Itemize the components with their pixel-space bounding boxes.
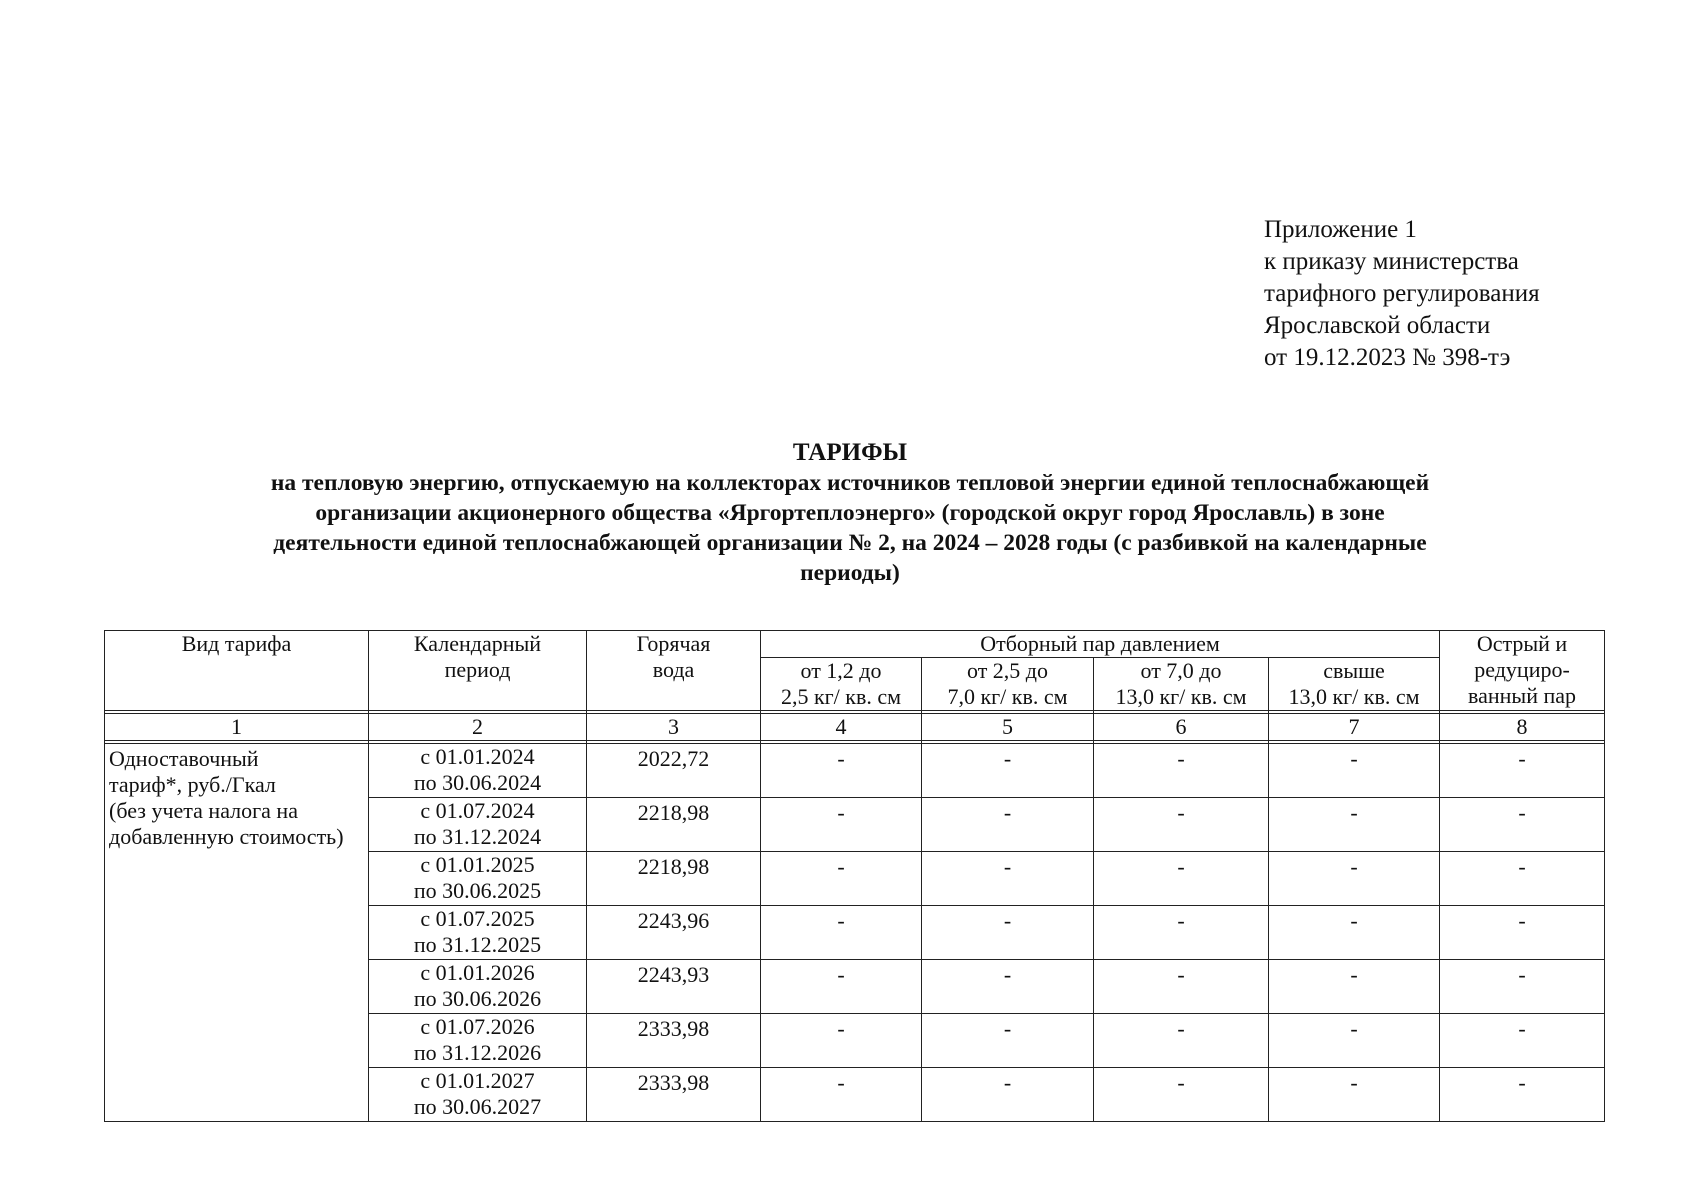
header-steam-4 [1269, 658, 1440, 711]
header-period [369, 631, 587, 711]
header-text: Календарный [413, 631, 542, 656]
period-from: с 01.01.2025 [420, 852, 535, 877]
steam-3-value: - [1094, 852, 1269, 906]
header-text: от 7,0 до [1140, 658, 1222, 683]
header-text: 2,5 кг/ кв. см [780, 684, 902, 709]
tariff-table [104, 630, 1605, 1122]
steam-4-value: - [1269, 1068, 1440, 1122]
steam-3-value: - [1094, 798, 1269, 852]
appendix-line: тарифного регулирования [1264, 280, 1540, 307]
header-text: от 1,2 до [800, 658, 882, 683]
hot-water-value: 2218,98 [587, 798, 761, 852]
document-heading [130, 438, 1570, 588]
header-steam-1 [761, 658, 922, 711]
column-number-row [105, 714, 1605, 741]
steam-1-value: - [761, 906, 922, 960]
header-text: 13,0 кг/ кв. см [1288, 684, 1420, 709]
period-cell [369, 798, 587, 852]
period-from: с 01.07.2026 [420, 1014, 535, 1039]
tariff-type-line: Одноставочный [109, 746, 259, 771]
header-text: Острый и [1476, 631, 1568, 656]
sharp-steam-value: - [1440, 744, 1605, 798]
tariff-type-cell [105, 744, 369, 1122]
period-cell [369, 1014, 587, 1068]
header-steam-group [761, 631, 1440, 658]
steam-2-value: - [922, 906, 1094, 960]
tariff-type-line: (без учета налога на [109, 798, 298, 823]
tariff-type-line: добавленную стоимость) [109, 824, 344, 849]
header-text: вода [652, 657, 695, 682]
header-text: свыше [1323, 658, 1385, 683]
steam-4-value: - [1269, 960, 1440, 1014]
document-subtitle-line: организации акционерного общества «Яргортеплоэнерго» (городской округ город Ярославль) в зоне [315, 500, 1385, 526]
appendix-reference [1264, 214, 1540, 374]
steam-1-value: - [761, 852, 922, 906]
steam-2-value: - [922, 744, 1094, 798]
column-number: 5 [922, 714, 1094, 741]
document-subtitle-line: на тепловую энергию, отпускаемую на коллекторах источников тепловой энергии единой теплоснабжающей [270, 470, 1430, 496]
period-to: по 30.06.2025 [413, 878, 542, 903]
header-text: период [444, 657, 511, 682]
steam-4-value: - [1269, 852, 1440, 906]
period-from: с 01.07.2024 [420, 798, 535, 823]
steam-3-value: - [1094, 1014, 1269, 1068]
period-to: по 30.06.2026 [413, 986, 542, 1011]
header-text: Отборный пар давлением [980, 631, 1220, 656]
period-from: с 01.01.2027 [420, 1068, 535, 1093]
steam-1-value: - [761, 744, 922, 798]
appendix-line: Приложение 1 [1264, 216, 1417, 243]
header-text: 13,0 кг/ кв. см [1115, 684, 1247, 709]
document-subtitle-line: периоды) [800, 560, 900, 586]
steam-2-value: - [922, 960, 1094, 1014]
period-cell [369, 960, 587, 1014]
document-subtitle-line: деятельности единой теплоснабжающей организации № 2, на 2024 – 2028 годы (с разбивкой на календарные [273, 530, 1427, 556]
steam-2-value: - [922, 1068, 1094, 1122]
period-from: с 01.01.2026 [420, 960, 535, 985]
hot-water-value: 2333,98 [587, 1068, 761, 1122]
steam-3-value: - [1094, 744, 1269, 798]
header-steam-2 [922, 658, 1094, 711]
header-steam-3 [1094, 658, 1269, 711]
steam-4-value: - [1269, 1014, 1440, 1068]
sharp-steam-value: - [1440, 960, 1605, 1014]
column-number: 6 [1094, 714, 1269, 741]
period-cell [369, 852, 587, 906]
column-number: 2 [369, 714, 587, 741]
steam-4-value: - [1269, 798, 1440, 852]
steam-2-value: - [922, 1014, 1094, 1068]
steam-3-value: - [1094, 1068, 1269, 1122]
column-number: 3 [587, 714, 761, 741]
period-to: по 31.12.2025 [413, 932, 542, 957]
period-cell [369, 1068, 587, 1122]
steam-1-value: - [761, 798, 922, 852]
period-from: с 01.07.2025 [420, 906, 535, 931]
header-text: Горячая [636, 631, 711, 656]
table-row [105, 744, 1605, 798]
steam-1-value: - [761, 1068, 922, 1122]
hot-water-value: 2243,93 [587, 960, 761, 1014]
sharp-steam-value: - [1440, 1014, 1605, 1068]
period-to: по 30.06.2024 [413, 770, 542, 795]
hot-water-value: 2218,98 [587, 852, 761, 906]
sharp-steam-value: - [1440, 852, 1605, 906]
header-hot-water [587, 631, 761, 711]
appendix-line: от 19.12.2023 № 398-тэ [1264, 344, 1511, 371]
steam-1-value: - [761, 960, 922, 1014]
appendix-line: Ярославской области [1264, 312, 1491, 339]
column-number: 8 [1440, 714, 1605, 741]
header-sharp-steam [1440, 631, 1605, 711]
appendix-line: к приказу министерства [1264, 248, 1519, 275]
steam-3-value: - [1094, 906, 1269, 960]
steam-3-value: - [1094, 960, 1269, 1014]
hot-water-value: 2333,98 [587, 1014, 761, 1068]
sharp-steam-value: - [1440, 798, 1605, 852]
steam-2-value: - [922, 798, 1094, 852]
column-number: 7 [1269, 714, 1440, 741]
column-number: 4 [761, 714, 922, 741]
period-to: по 31.12.2026 [413, 1040, 542, 1065]
steam-1-value: - [761, 1014, 922, 1068]
steam-2-value: - [922, 852, 1094, 906]
hot-water-value: 2022,72 [587, 744, 761, 798]
column-number: 1 [105, 714, 369, 741]
document-title: ТАРИФЫ [792, 439, 908, 466]
header-text: 7,0 кг/ кв. см [947, 684, 1068, 709]
steam-4-value: - [1269, 906, 1440, 960]
sharp-steam-value: - [1440, 906, 1605, 960]
period-to: по 30.06.2027 [413, 1094, 542, 1119]
period-from: с 01.01.2024 [420, 744, 535, 769]
tariff-type-line: тариф*, руб./Гкал [109, 772, 276, 797]
period-to: по 31.12.2024 [413, 824, 542, 849]
header-tariff-type [105, 631, 369, 711]
sharp-steam-value: - [1440, 1068, 1605, 1122]
hot-water-value: 2243,96 [587, 906, 761, 960]
period-cell [369, 744, 587, 798]
header-text: ванный пар [1468, 683, 1577, 708]
header-row [105, 631, 1605, 658]
header-text: Вид тарифа [181, 631, 292, 656]
header-text: от 2,5 до [966, 658, 1049, 683]
steam-4-value: - [1269, 744, 1440, 798]
period-cell [369, 906, 587, 960]
header-text: редуциро- [1474, 657, 1570, 682]
